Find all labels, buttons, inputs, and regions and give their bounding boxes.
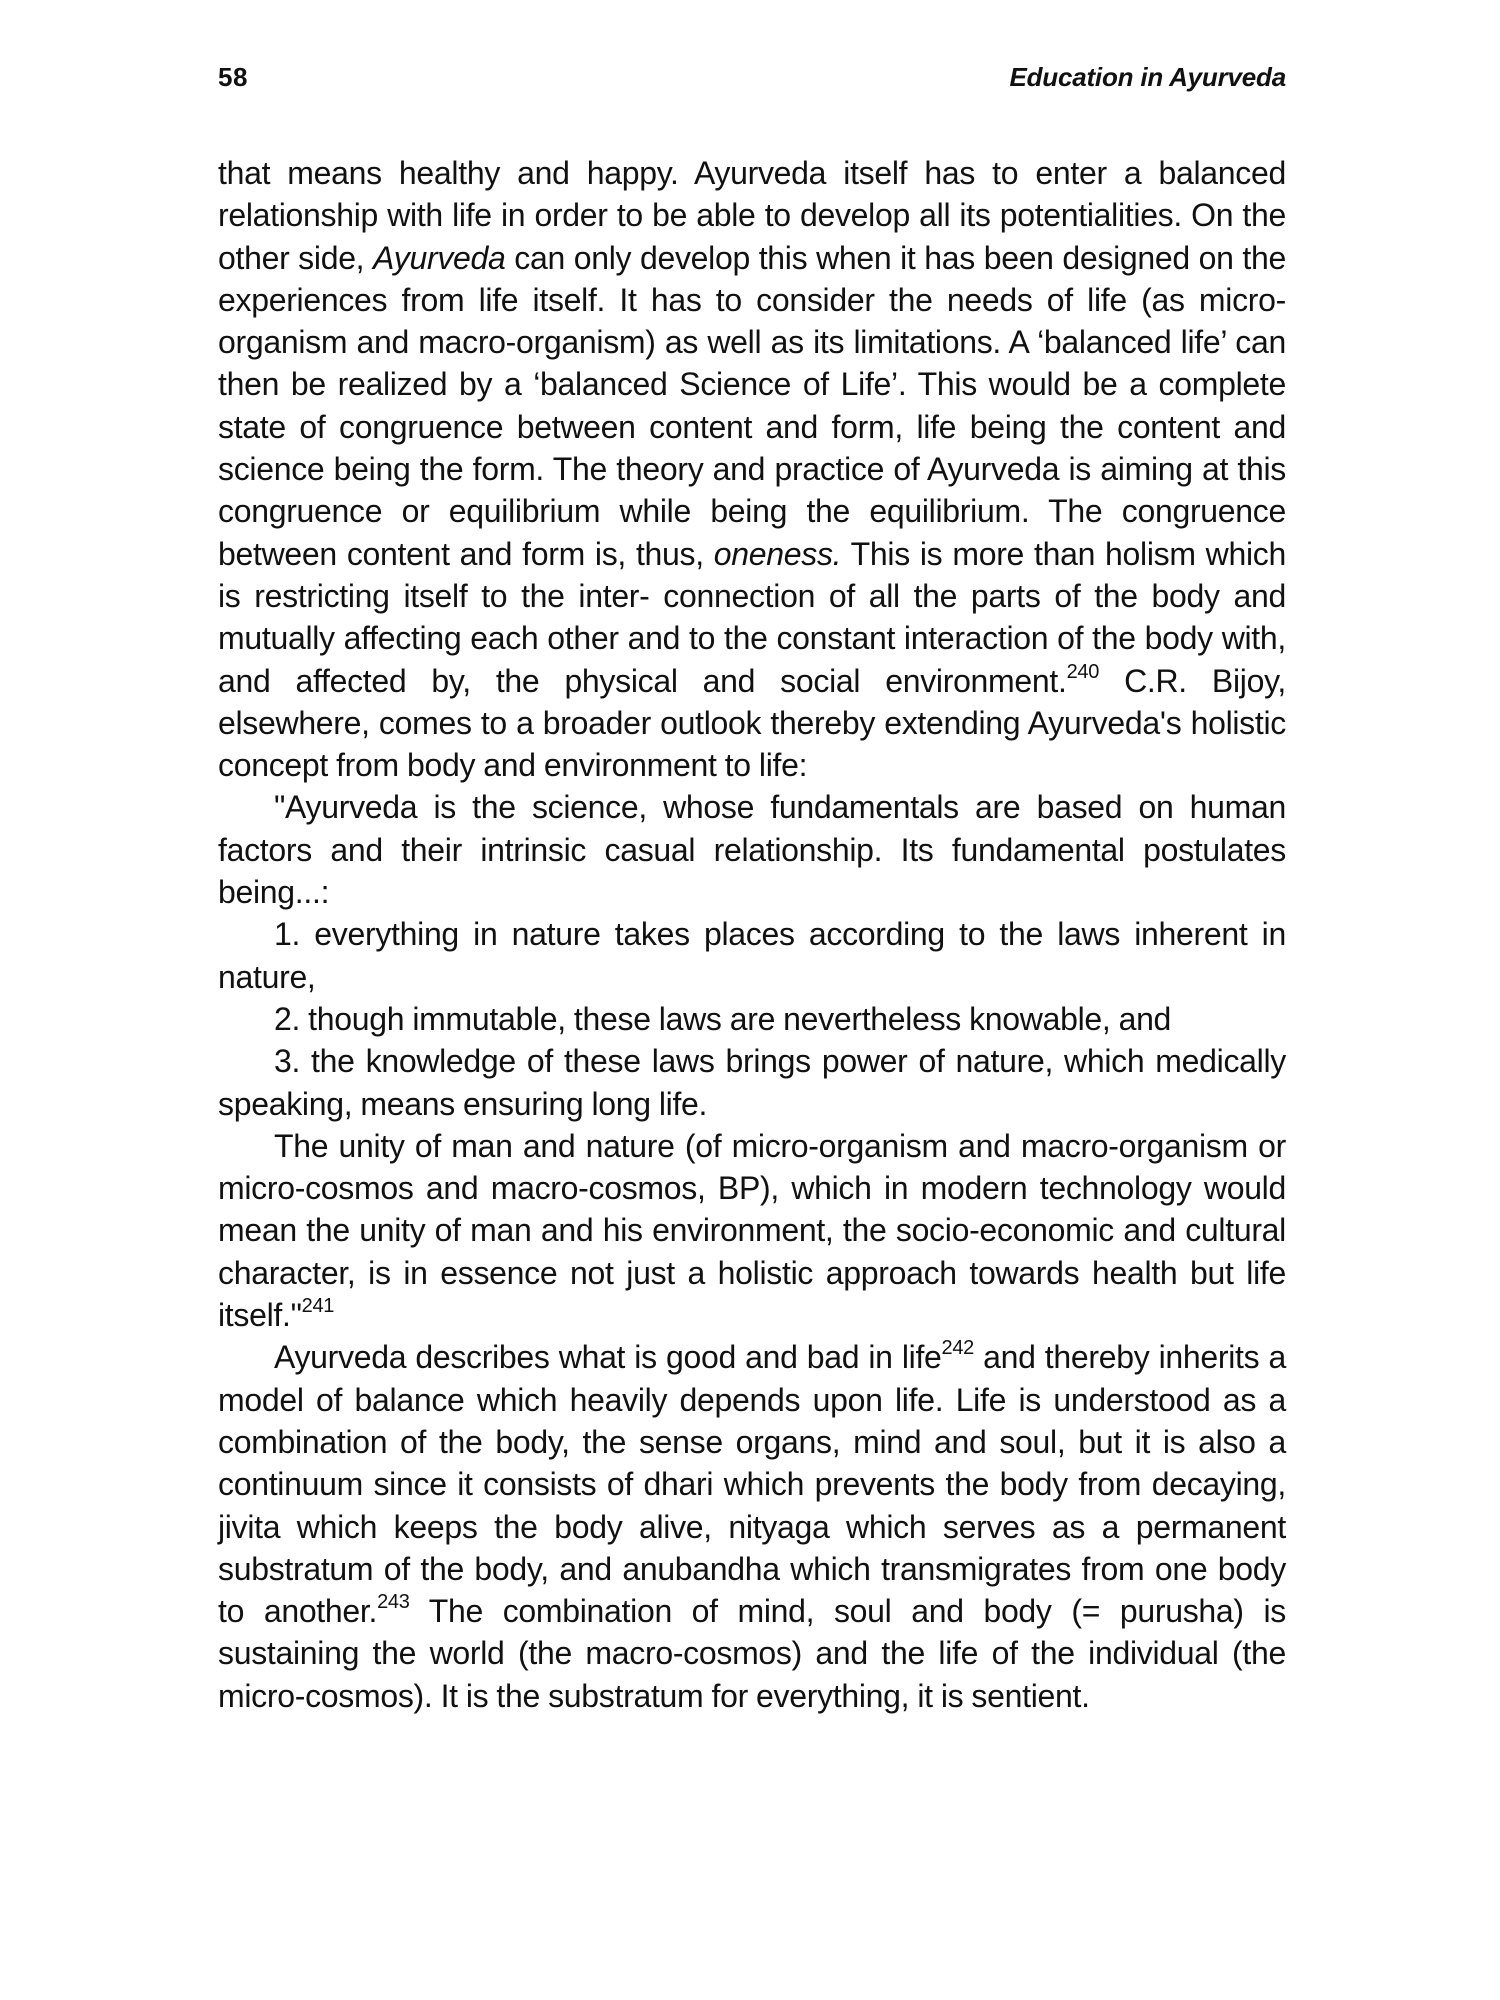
quote-list-item: 2. though immutable, these laws are nevertheless knowable, and bbox=[274, 1000, 1172, 1037]
page-header bbox=[218, 62, 1286, 102]
quote-closing bbox=[218, 1125, 1286, 1336]
italic-term: oneness. bbox=[713, 535, 842, 572]
quote-intro: "Ayurveda is the science, whose fundamentals are based on human factors and their intrinsic casual relationship. Its fundamental postulates being...: bbox=[218, 789, 1286, 911]
text-run: The combination of mind, soul and body (= purusha) is sustaining the world (the macro-cosmos) and the life of the individual (the micro-cosmos). It is the substratum for everything, it is sentient. bbox=[218, 1593, 1286, 1714]
text-run: The unity of man and nature (of micro-organism and macro-organism or micro-cosmos and macro-cosmos, BP), which in modern technology would mean the unity of man and his environment, the socio-economic and cultural character, is in essence not just a holistic approach towards health but life itself." bbox=[218, 1127, 1286, 1334]
text-run: can only develop this when it has been designed on the experiences from life itself. It has to consider the needs of life (as micro-organism and macro-organism) as well as its limitations. A ‘balanced life’ can then be realized by a ‘balanced Science of Life’. This would be a complete state of congruence between content and form, life being the content and science being the form. The theory and practice of Ayurveda is aiming at this congruence or equilibrium while being the equilibrium. The congruence between content and form is, thus, bbox=[218, 239, 1286, 572]
quote-list-item: 3. the knowledge of these laws brings power of nature, which medically speaking, means ensuring long life. bbox=[218, 1043, 1286, 1122]
body-text bbox=[218, 152, 1286, 1717]
italic-term: Ayurveda bbox=[373, 239, 506, 276]
text-run: and thereby inherits a model of balance which heavily depends upon life. Life is understood as a combination of the body, the sense organs, mind and soul, but it is also a continuum since it consists of dhari which prevents the body from decaying, jivita which keeps the body alive, nityaga which serves as a permanent substratum of the body, and anubandha which transmigrates from one body to another. bbox=[218, 1339, 1286, 1630]
page-number: 58 bbox=[218, 62, 248, 92]
paragraph-life-model bbox=[218, 1336, 1286, 1717]
text-run: that means healthy and happy. Ayurveda itself has to enter a balanced relationship with life in order to be able to develop all its potentialities. On the other side, bbox=[218, 155, 1286, 276]
footnote-marker: 243 bbox=[377, 1591, 410, 1614]
running-title: Education in Ayurveda bbox=[1009, 62, 1286, 92]
footnote-marker: 240 bbox=[1066, 660, 1100, 683]
text-run: Ayurveda describes what is good and bad in life bbox=[274, 1339, 942, 1376]
quote-list-item: 1. everything in nature takes places according to the laws inherent in nature, bbox=[218, 916, 1286, 995]
text-run: This is more than holism which is restricting itself to the inter- connection of all the parts of the body and mutually affecting each other and to the constant interaction of the body with, and affected by, the physical and social environment. bbox=[218, 535, 1286, 699]
paragraph-holism bbox=[218, 152, 1286, 786]
text-run: C.R. Bijoy, elsewhere, comes to a broader outlook thereby extending Ayurveda's holistic concept from body and environment to life: bbox=[218, 662, 1286, 784]
footnote-marker: 242 bbox=[941, 1337, 975, 1360]
footnote-marker: 241 bbox=[301, 1295, 335, 1318]
